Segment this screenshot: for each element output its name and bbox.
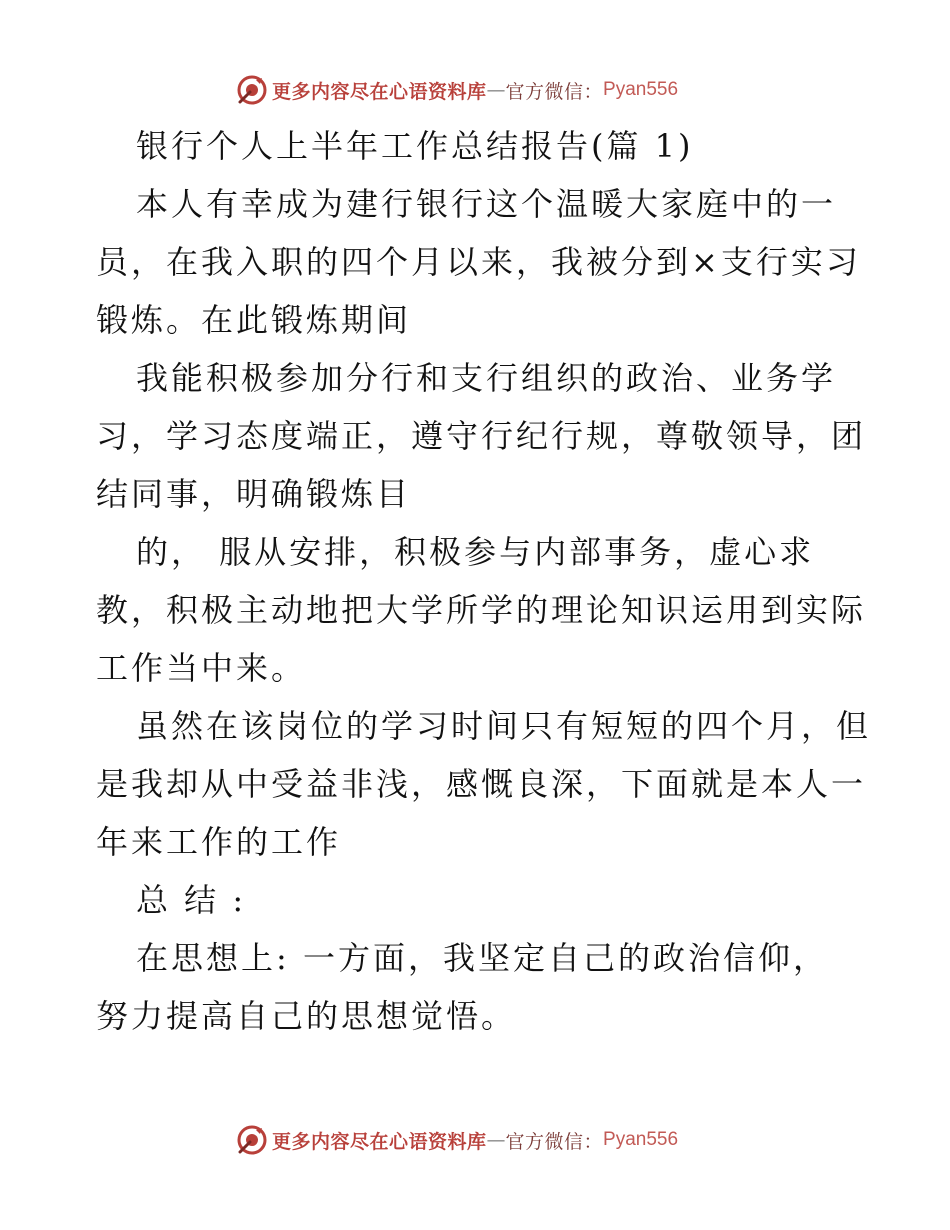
- footer-dash: —: [486, 1129, 506, 1151]
- header-banner: [236, 73, 678, 107]
- document-title: 银行个人上半年工作总结报告(篇 1): [136, 127, 694, 165]
- logo-icon: [236, 1124, 268, 1156]
- header-wechat-label: 官方微信：: [505, 80, 604, 103]
- header-wechat-id: Pyan556: [603, 79, 679, 100]
- footer-banner: [236, 1123, 678, 1157]
- body-line: 年来工作的工作: [96, 823, 342, 861]
- logo-icon: [236, 74, 268, 106]
- footer-site-name: 更多内容尽在心语资料库: [272, 1130, 487, 1153]
- footer-wechat-id: Pyan556: [603, 1129, 679, 1150]
- body-line: 结同事，明确锻炼目: [96, 475, 412, 513]
- body-line: 我能积极参加分行和支行组织的政治、业务学: [136, 359, 837, 397]
- body-line: 总 结 :: [136, 881, 247, 919]
- body-line: 努力提高自己的思想觉悟。: [96, 997, 517, 1035]
- header-dash: —: [486, 79, 506, 101]
- document-body: [96, 117, 872, 1045]
- header-site-name: 更多内容尽在心语资料库: [272, 80, 487, 103]
- body-line: 工作当中来。: [96, 649, 307, 687]
- body-line: 虽然在该岗位的学习时间只有短短的四个月，但: [136, 707, 872, 745]
- body-line: 教，积极主动地把大学所学的理论知识运用到实际: [96, 591, 867, 629]
- body-line: 锻炼。在此锻炼期间: [96, 301, 412, 339]
- body-line: 员，在我入职的四个月以来，我被分到×支行实习: [96, 243, 861, 281]
- body-line: 的， 服从安排，积极参与内部事务，虚心求: [136, 533, 815, 571]
- body-line: 在思想上: 一方面，我坚定自己的政治信仰，: [136, 939, 828, 977]
- body-line: 是我却从中受益非浅，感慨良深，下面就是本人一: [96, 765, 867, 803]
- body-line: 本人有幸成为建行银行这个温暖大家庭中的一: [136, 185, 837, 223]
- body-line: 习，学习态度端正，遵守行纪行规，尊敬领导，团: [96, 417, 867, 455]
- footer-wechat-label: 官方微信：: [505, 1130, 604, 1153]
